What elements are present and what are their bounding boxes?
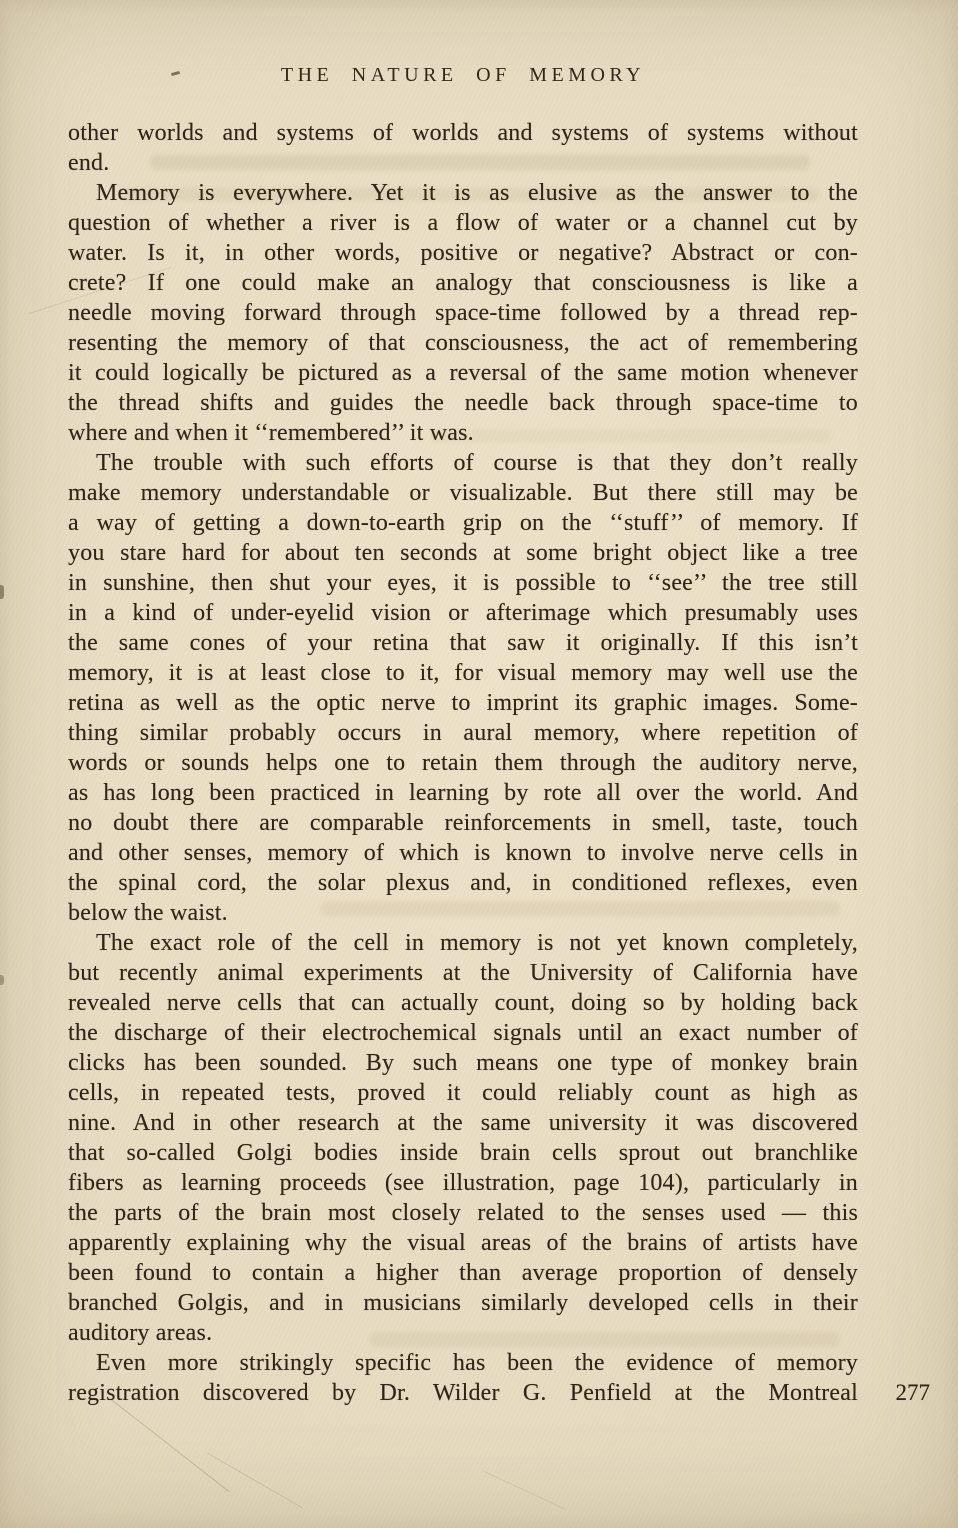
text-line: retina as well as the optic nerve to imprint its graphic images. Some- [68,690,858,716]
text-line: question of whether a river is a flow of water or a channel cut by [68,210,858,236]
text-line: but recently animal experiments at the University of California have [68,960,858,986]
text-line: in a kind of under-eyelid vision or afterimage which presumably uses [68,600,858,626]
text-line: cells, in repeated tests, proved it could reliably count as high as [68,1080,858,1106]
text-line: the parts of the brain most closely related to the senses used — this [68,1200,858,1226]
text-line: the same cones of your retina that saw it originally. If this isn’t [68,630,858,656]
text-line: the thread shifts and guides the needle back through space-time to [68,390,858,416]
text-line: other worlds and systems of worlds and systems of systems without [68,120,858,146]
text-line: end. [68,150,110,176]
text-line: the spinal cord, the solar plexus and, in conditioned reflexes, even [68,870,858,896]
page-number: 277 [895,1380,930,1405]
text-line: been found to contain a higher than average proportion of densely [68,1260,858,1286]
text-line: Even more strikingly specific has been the evidence of memory [96,1350,858,1376]
text-line: needle moving forward through space-time followed by a thread rep- [68,300,858,326]
text-line: no doubt there are comparable reinforcements in smell, taste, touch [68,810,858,836]
paper-scratch [484,1471,566,1510]
text-line: and other senses, memory of which is known to involve nerve cells in [68,840,858,866]
text-line: a way of getting a down-to-earth grip on the ‘‘stuff’’ of memory. If [68,510,858,536]
text-line: thing similar probably occurs in aural memory, where repetition of [68,720,858,746]
text-line: resenting the memory of that consciousness, the act of remembering [68,330,858,356]
text-line: where and when it ‘‘remembered’’ it was. [68,420,474,446]
text-line: below the waist. [68,900,228,926]
text-line: memory, it is at least close to it, for visual memory may well use the [68,660,858,686]
text-line: clicks has been sounded. By such means one type of monkey brain [68,1050,858,1076]
paper-scratch [207,1453,303,1509]
text-line: crete? If one could make an analogy that consciousness is like a [68,270,858,296]
text-line: branched Golgis, and in musicians similarly developed cells in their [68,1290,858,1316]
text-line: The trouble with such efforts of course is that they don’t really [96,450,858,476]
text-block [68,118,858,1408]
text-line: revealed nerve cells that can actually count, doing so by holding back [68,990,858,1016]
text-line: nine. And in other research at the same university it was discovered [68,1110,858,1136]
text-line: that so-called Golgi bodies inside brain cells sprout out branchlike [68,1140,858,1166]
paper-scratch [111,1399,230,1492]
text-line: words or sounds helps one to retain them through the auditory nerve, [68,750,858,776]
text-line: the discharge of their electrochemical signals until an exact number of [68,1020,858,1046]
text-line: you stare hard for about ten seconds at some bright object like a tree [68,540,858,566]
page-edge-mark [0,585,4,599]
text-line: it could logically be pictured as a reversal of the same motion whenever [68,360,858,386]
text-line: as has long been practiced in learning by rote all over the world. And [68,780,858,806]
text-line: fibers as learning proceeds (see illustration, page 104), particularly in [68,1170,858,1196]
text-line: The exact role of the cell in memory is not yet known completely, [96,930,858,956]
text-line: in sunshine, then shut your eyes, it is possible to ‘‘see’’ the tree still [68,570,858,596]
text-line: registration discovered by Dr. Wilder G. Penfield at the Montreal [68,1380,858,1406]
text-line: water. Is it, in other words, positive or negative? Abstract or con- [68,240,858,266]
text-line: apparently explaining why the visual areas of the brains of artists have [68,1230,858,1256]
text-line: Memory is everywhere. Yet it is as elusive as the answer to the [96,180,858,206]
text-line: make memory understandable or visualizable. But there still may be [68,480,858,506]
page-edge-mark [0,975,4,985]
text-line: auditory areas. [68,1320,213,1346]
running-header: THE NATURE OF MEMORY [280,64,646,86]
